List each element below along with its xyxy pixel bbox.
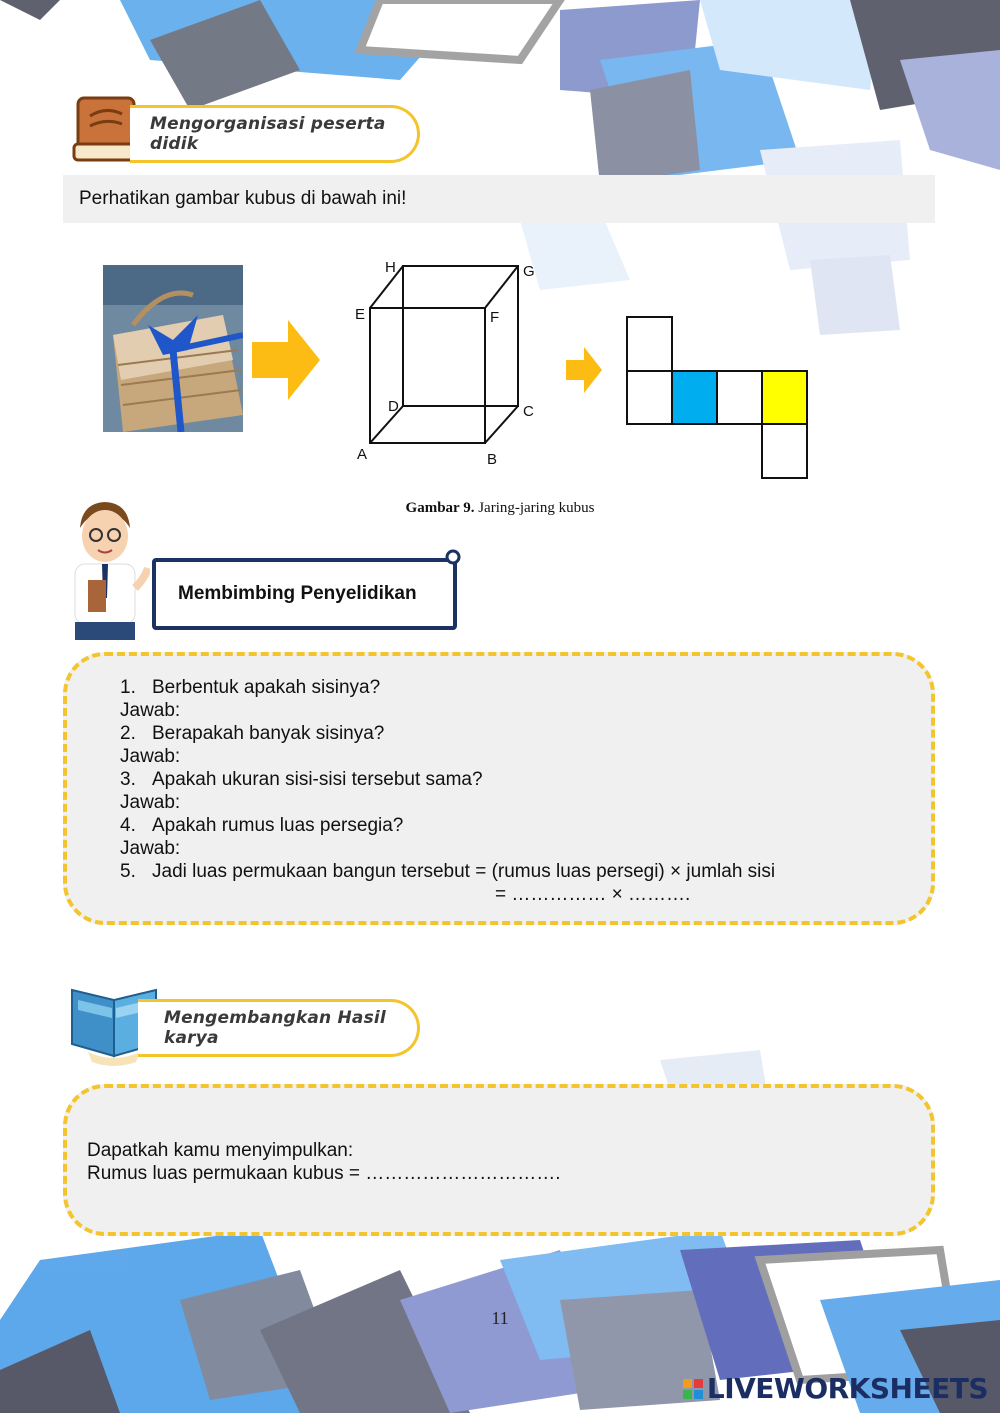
question-number: 2. [120,723,136,744]
arrow-right-icon [252,320,320,400]
question-text: Berbentuk apakah sisinya? [152,677,381,698]
question-number: 4. [120,815,136,836]
question-number: 1. [120,677,136,698]
vertex-label-a: A [357,446,368,463]
section-title: Membimbing Penyelidikan [178,583,417,604]
vertex-label-g: G [523,263,535,280]
brand-name: LIVEWORKSHEETS [706,1372,988,1405]
net-face [717,371,762,424]
formula-answer-field[interactable]: = …………… × ………. [495,884,691,905]
brand-blocks-icon [683,1379,703,1399]
net-face-blue [672,371,717,424]
question-number: 5. [120,861,136,882]
question-text: Berapakah banyak sisinya? [152,723,385,744]
gift-basket-photo [103,265,243,432]
answer-field[interactable]: Jawab: [120,700,181,721]
vertex-label-f: F [490,309,500,326]
vertex-label-d: D [388,398,399,415]
question-list [120,676,880,906]
question-text: Jadi luas permukaan bangun tersebut = (rumus luas persegi) × jumlah sisi [152,861,776,882]
conclusion-answer-field[interactable]: Rumus luas permukaan kubus = …………………………. [87,1163,561,1184]
vertex-label-b: B [487,451,498,468]
cube-diagram [350,255,540,470]
arrow-right-icon [566,347,602,393]
answer-field[interactable]: Jawab: [120,838,181,859]
conclusion-text [87,1139,561,1185]
question-text: Apakah ukuran sisi-sisi tersebut sama? [152,769,483,790]
net-face [762,424,807,478]
figure-caption [0,500,1000,517]
answer-field[interactable]: Jawab: [120,746,181,767]
question-item [120,676,880,722]
question-text: Apakah rumus luas persegia? [152,815,404,836]
caption-label: Gambar 9. [405,500,475,516]
section-title-scroll [152,558,457,630]
cube-net-diagram [626,316,810,480]
conclusion-prompt: Dapatkah kamu menyimpulkan: [87,1140,354,1161]
teacher-illustration [60,498,150,640]
question-item [120,722,880,768]
caption-text: Jaring-jaring kubus [474,500,595,516]
scroll-curl-icon [444,548,462,568]
section-title: Mengembangkan Hasil karya [164,1008,386,1048]
question-item [120,814,880,860]
instruction-banner: Perhatikan gambar kubus di bawah ini! [63,175,935,223]
question-item [120,860,880,906]
question-item [120,768,880,814]
vertex-label-e: E [355,306,366,323]
section-title-pill [130,105,420,163]
net-face-yellow [762,371,807,424]
vertex-label-h: H [385,259,396,276]
net-face [627,317,672,371]
vertex-label-c: C [523,403,534,420]
page-number: 11 [491,1308,509,1328]
section-title: Mengorganisasi peserta didik [150,114,386,154]
net-face [627,371,672,424]
answer-field[interactable]: Jawab: [120,792,181,813]
brand-logo [683,1372,988,1405]
section-title-pill [138,999,420,1057]
question-number: 3. [120,769,136,790]
